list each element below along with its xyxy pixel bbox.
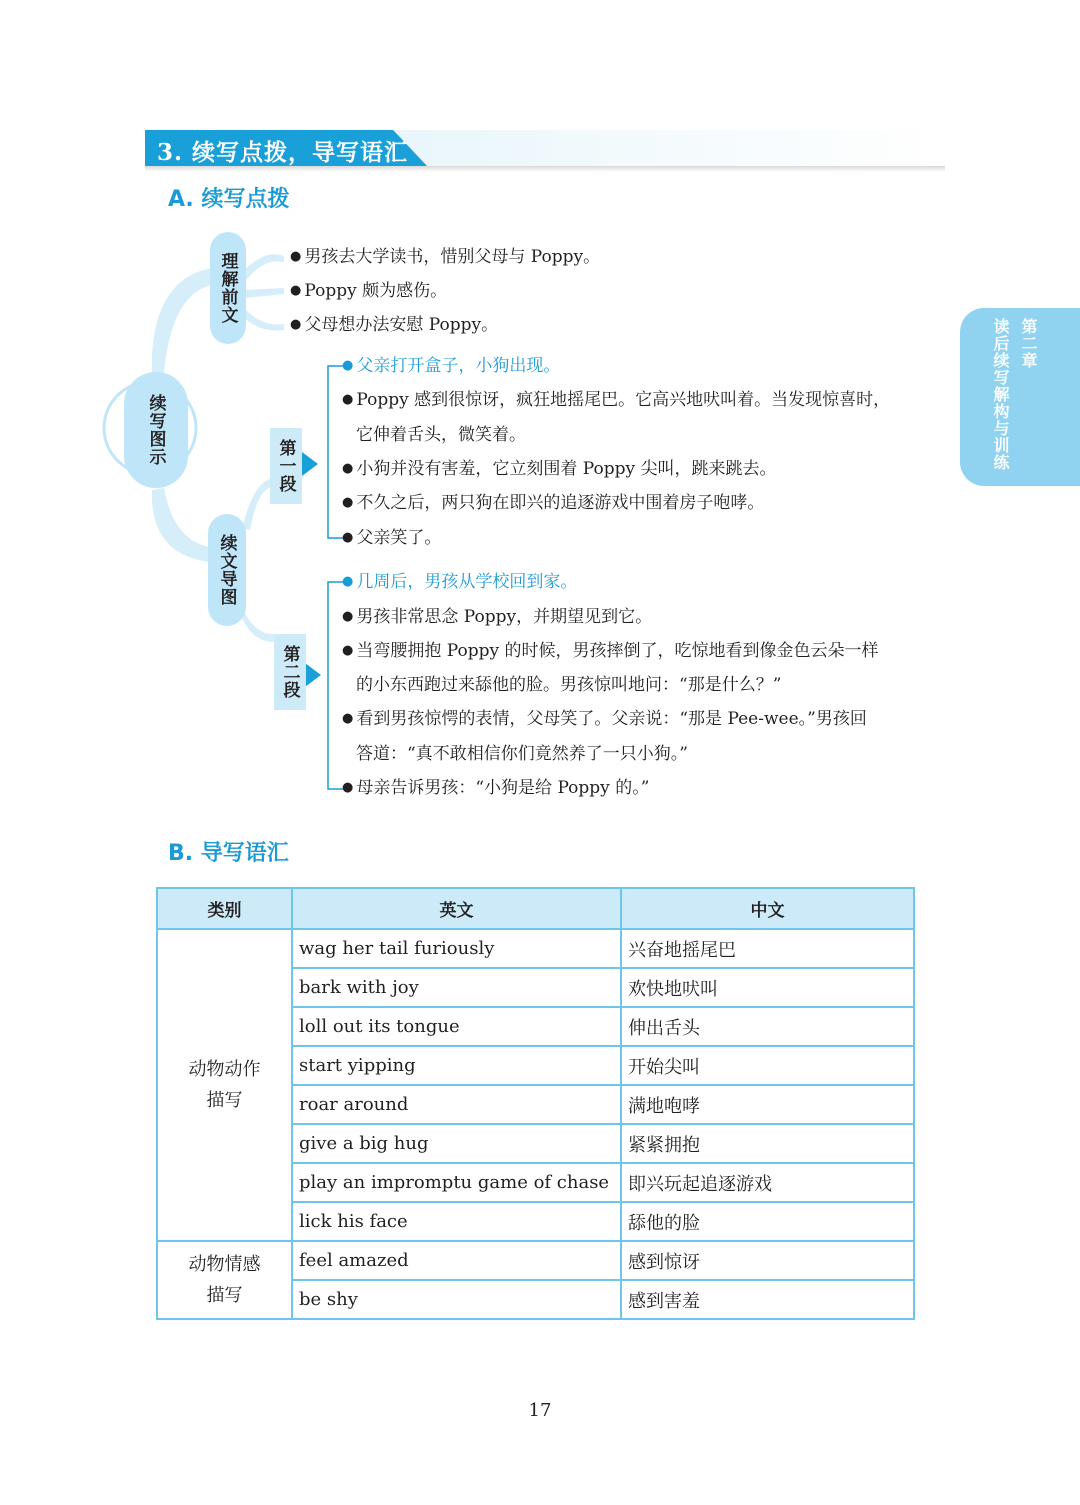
paragraph-two-lead: ● 几周后，男孩从学校回到家。 (342, 572, 578, 592)
branch-continuation-guide: 续文导图 (208, 514, 246, 626)
chinese-cell: 感到害羞 (621, 1280, 914, 1319)
paragraph-one-box: 第一段 (270, 428, 302, 504)
paragraph-one-item: ● 小狗并没有害羞，它立刻围着 Poppy 尖叫，跳来跳去。 (342, 459, 777, 479)
category-cell-action: 动物动作 描写 (157, 929, 292, 1241)
paragraph-two-item-cont: 的小东西跑过来舔他的脸。男孩惊叫地问：“那是什么？” (356, 675, 782, 695)
paragraph-two-item: ● 看到男孩惊愕的表情，父母笑了。父亲说：“那是 Pee-wee。”男孩回 (342, 709, 867, 729)
table-row (157, 929, 914, 968)
column-header-category: 类别 (157, 888, 292, 929)
paragraph-two-item: ● 男孩非常思念 Poppy，并期望见到它。 (342, 607, 653, 627)
category-cell-emotion: 动物情感 描写 (157, 1241, 292, 1319)
chinese-cell: 即兴玩起追逐游戏 (621, 1163, 914, 1202)
side-tab-chapter: 第二章 (1019, 318, 1038, 369)
english-cell: loll out its tongue (292, 1007, 621, 1046)
paragraph-one-lead: ● 父亲打开盒子，小狗出现。 (342, 356, 561, 376)
chinese-cell: 紧紧拥抱 (621, 1124, 914, 1163)
column-header-english: 英文 (292, 888, 621, 929)
chinese-cell: 开始尖叫 (621, 1046, 914, 1085)
column-header-chinese: 中文 (621, 888, 914, 929)
paragraph-two-item-cont: 答道：“真不敢相信你们竟然养了一只小狗。” (356, 744, 688, 764)
english-cell: lick his face (292, 1202, 621, 1241)
paragraph-two-box: 第二段 (274, 634, 306, 710)
branch-understand-prior-text: 理解前文 (210, 232, 246, 344)
section-title: 3. 续写点拨，导写语汇 (157, 139, 409, 166)
table-row (157, 1241, 914, 1280)
english-cell: wag her tail furiously (292, 929, 621, 968)
prior-text-item: ● 父母想办法安慰 Poppy。 (290, 315, 499, 335)
part-b-title: B. 导写语汇 (168, 841, 289, 866)
chinese-cell: 兴奋地摇尾巴 (621, 929, 914, 968)
chinese-cell: 满地咆哮 (621, 1085, 914, 1124)
english-cell: roar around (292, 1085, 621, 1124)
chinese-cell: 伸出舌头 (621, 1007, 914, 1046)
table-header-row (157, 888, 914, 929)
english-cell: be shy (292, 1280, 621, 1319)
paragraph-two-item: ● 当弯腰拥抱 Poppy 的时候，男孩摔倒了，吃惊地看到像金色云朵一样 (342, 641, 879, 661)
side-tab-title: 读后续写解构与训练 (991, 318, 1010, 471)
english-cell: bark with joy (292, 968, 621, 1007)
paragraph-one-item: ● 不久之后，两只狗在即兴的追逐游戏中围着房子咆哮。 (342, 493, 765, 513)
english-cell: start yipping (292, 1046, 621, 1085)
page-number: 17 (528, 1400, 552, 1421)
chinese-cell: 舔他的脸 (621, 1202, 914, 1241)
paragraph-one-item: ● 父亲笑了。 (342, 528, 442, 548)
english-cell: feel amazed (292, 1241, 621, 1280)
part-a-title: A. 续写点拨 (168, 187, 290, 212)
paragraph-two-item: ● 母亲告诉男孩：“小狗是给 Poppy 的。” (342, 778, 650, 798)
paragraph-one-item-cont: 它伸着舌头，微笑着。 (356, 425, 526, 445)
paragraph-one-item: ● Poppy 感到很惊讶，疯狂地摇尾巴。它高兴地吠叫着。当发现惊喜时， (342, 390, 891, 410)
mind-map-root: 续写图示 (124, 372, 188, 488)
vocab-table (156, 887, 915, 1320)
english-cell: give a big hug (292, 1124, 621, 1163)
english-cell: play an impromptu game of chase (292, 1163, 621, 1202)
prior-text-item: ● Poppy 颇为感伤。 (290, 281, 448, 301)
prior-text-item: ● 男孩去大学读书，惜别父母与 Poppy。 (290, 247, 601, 267)
chinese-cell: 欢快地吠叫 (621, 968, 914, 1007)
chinese-cell: 感到惊讶 (621, 1241, 914, 1280)
